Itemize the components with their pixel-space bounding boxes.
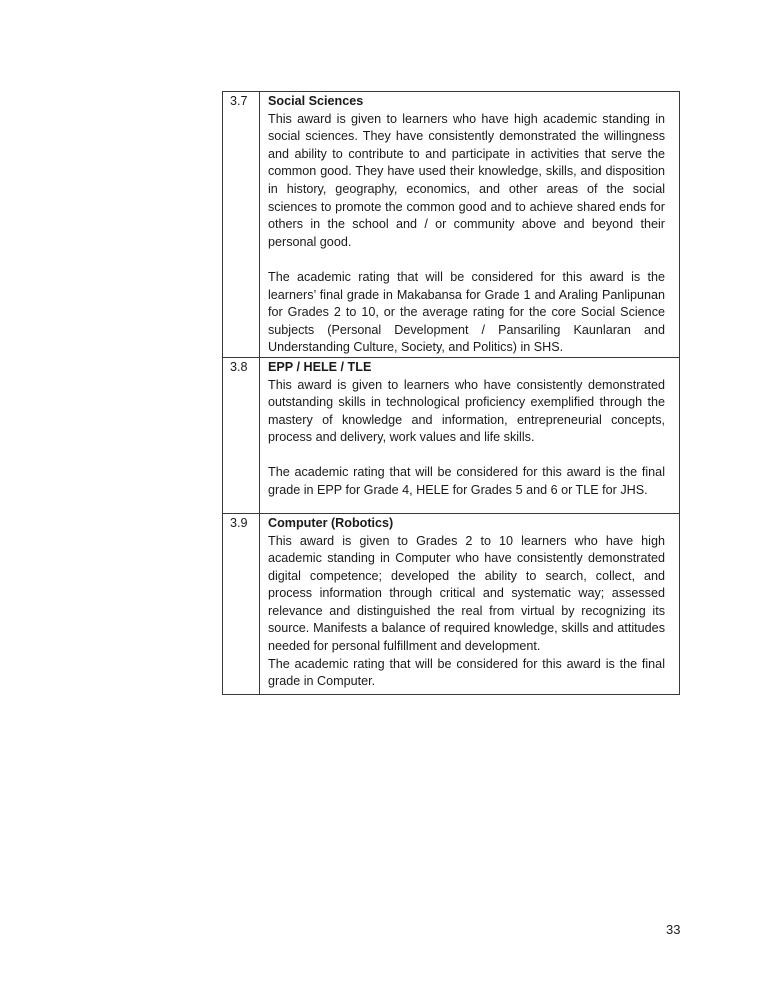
award-description-cell (260, 92, 680, 358)
award-number: 3.9 (223, 513, 260, 694)
award-number: 3.8 (223, 357, 260, 513)
award-description-cell (260, 357, 680, 513)
award-rating-criteria: The academic rating that will be considered for this award is the final grade in EPP for Grade 4, HELE for Grades 5 and 6 or TLE for JHS. (268, 465, 665, 498)
table-row (223, 513, 680, 694)
award-title: Social Sciences (268, 94, 364, 108)
award-title: EPP / HELE / TLE (268, 359, 372, 374)
award-rating-criteria: The academic rating that will be considered for this award is the learners’ final grade in Makabansa for Grade 1 and Araling Panlipunan for Grades 2 to 10, or the average rating for the core Social Science subjects (Personal Development / Pansariling Kaunlaran and Understanding Culture, Society, and Politics) in SHS. (268, 269, 665, 355)
award-description: This award is given to Grades 2 to 10 learners who have high academic standing in Computer who have consistently demonstrated digital competence; developed the ability to search, collect, and process information through critical and systematic way; assessed relevance and distinguished the real from virtual by recognizing its source. Manifests a balance of required knowledge, skills and attitudes needed for personal fulfillment and development. (268, 533, 665, 654)
award-description-cell (260, 513, 680, 694)
award-rating-criteria: The academic rating that will be considered for this award is the final grade in Computer. (268, 656, 665, 689)
award-title: Computer (Robotics) (268, 515, 394, 530)
table-row (223, 357, 680, 513)
award-number: 3.7 (223, 92, 260, 358)
table-row (223, 92, 680, 358)
award-description: This award is given to learners who have high academic standing in social sciences. They have consistently demonstrated the willingness and ability to contribute to and participate in activities that serve the common good. They have used their knowledge, skills, and disposition in history, geography, economics, and other areas of the social sciences to promote the common good and to achieve shared ends for others in the school and / or community above and beyond their personal good. (268, 111, 665, 249)
page-number: 33 (666, 922, 681, 937)
paragraph-spacer (268, 251, 665, 269)
award-description: This award is given to learners who have consistently demonstrated outstanding skills in technological proficiency exemplified through the mastery of knowledge and information, entrepreneurial concepts, process and delivery, work values and life skills. (268, 377, 665, 445)
paragraph-spacer (268, 447, 665, 465)
awards-table (222, 91, 680, 695)
